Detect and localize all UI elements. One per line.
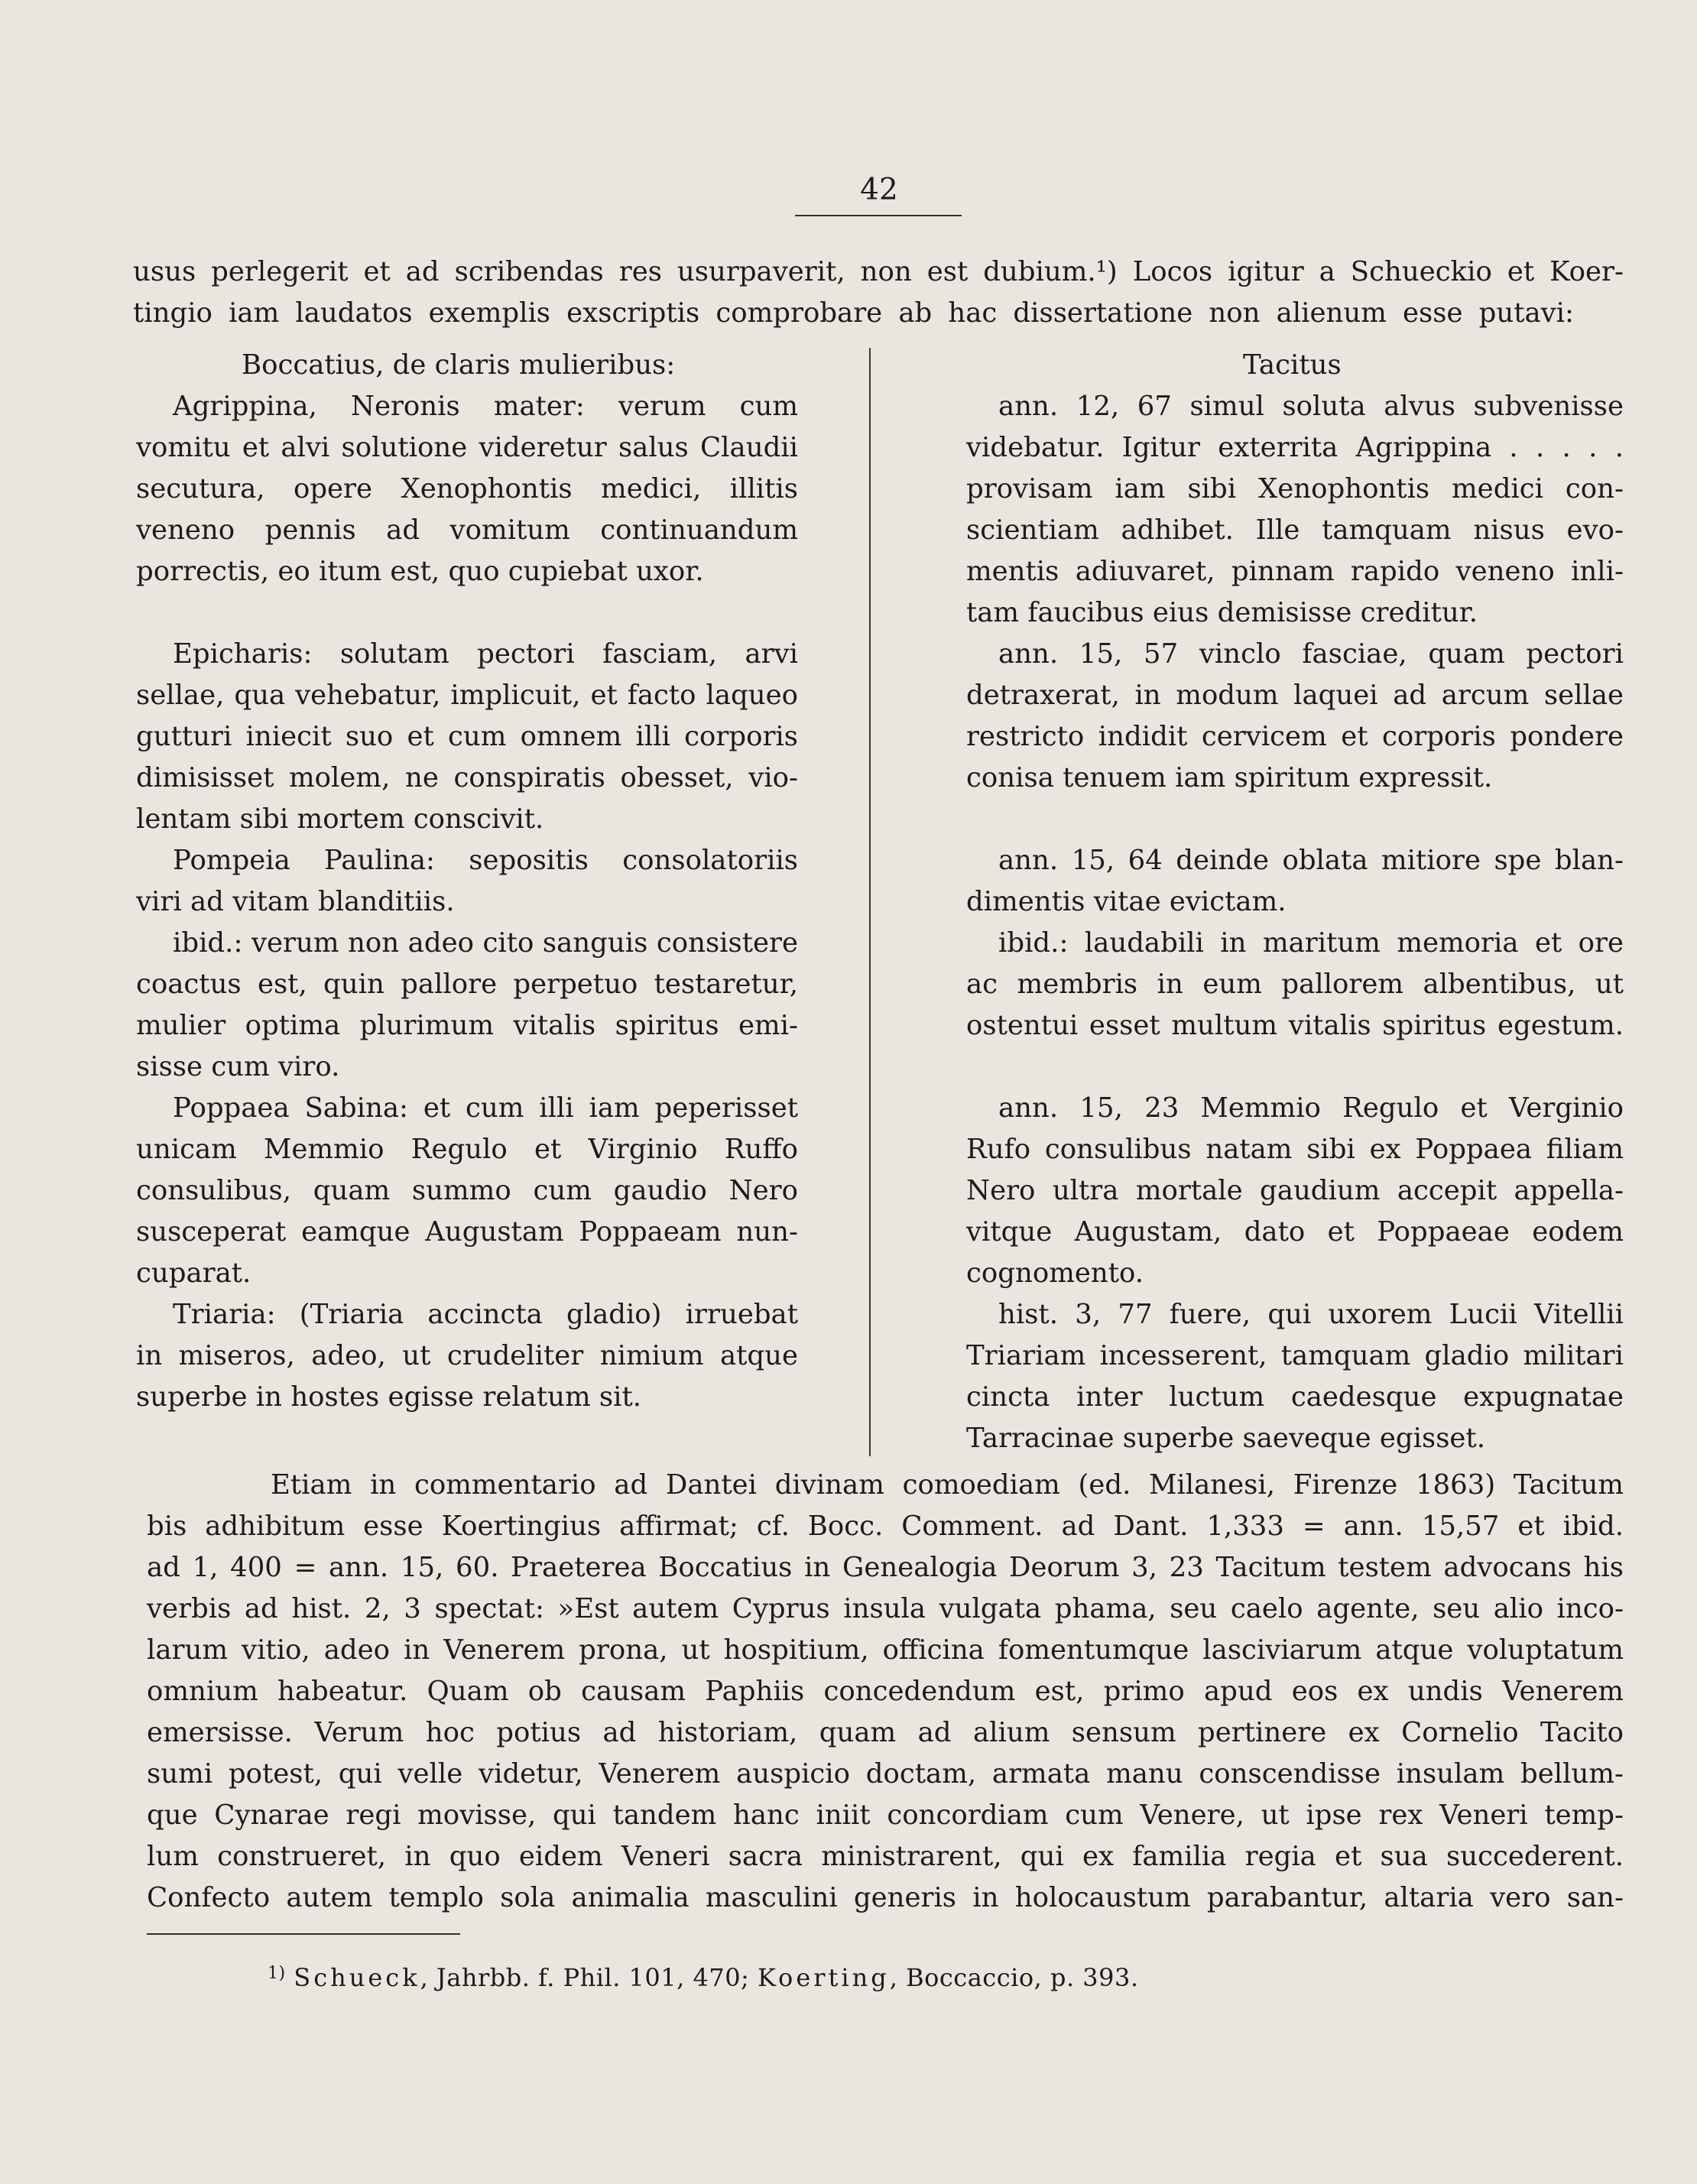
page-number: 42: [860, 173, 898, 207]
right-column-line-10: conisa tenuem iam spiritum expressit.: [966, 762, 1493, 793]
left-column-line-18: unicam Memmio Regulo et Virginio Ruffo: [136, 1134, 798, 1165]
left-column-line-1: Agrippina, Neronis mater: verum cum: [173, 391, 798, 422]
body-line-1: Etiam in commentario ad Dantei divinam comoediam (ed. Milanesi, Firenze 1863) Tacitum: [271, 1469, 1624, 1501]
left-column-line-8: gutturi iniecit suo et cum omnem illi corporis: [136, 721, 798, 752]
footnote: [268, 1963, 1139, 1992]
body-line-4: verbis ad hist. 2, 3 spectat: »Est autem Cyprus insula vulgata phama, seu caelo agente, seu alio inco-: [147, 1593, 1624, 1624]
left-column-line-24: superbe in hostes egisse relatum sit.: [136, 1381, 642, 1413]
left-column-line-19: consulibus, quam summo cum gaudio Nero: [136, 1175, 798, 1206]
right-column-heading: Tacitus: [1243, 349, 1342, 381]
body-line-5: larum vitio, adeo in Venerem prona, ut hospitium, officina fomentumque lasciviarum atque voluptatum: [147, 1634, 1624, 1666]
body-line-3: ad 1, 400 = ann. 15, 60. Praeterea Boccatius in Genealogia Deorum 3, 23 Tacitum testem advocans his: [147, 1552, 1624, 1583]
right-column-line-4: scientiam adhibet. Ille tamquam nisus evo-: [966, 514, 1624, 546]
body-line-6: omnium habeatur. Quam ob causam Paphiis concedendum est, primo apud eos ex undis Venerem: [147, 1676, 1624, 1707]
left-column-line-14: coactus est, quin pallore perpetuo testaretur,: [136, 969, 798, 1000]
body-line-2: bis adhibitum esse Koertingius affirmat; cf. Bocc. Comment. ad Dant. 1,333 = ann. 15,57 et ibid.: [147, 1511, 1624, 1542]
right-column-line-15: ostentui esset multum vitalis spiritus egestum.: [966, 1010, 1624, 1041]
left-column-line-10: lentam sibi mortem conscivit.: [136, 803, 544, 835]
right-column-line-3: provisam iam sibi Xenophontis medici con-: [966, 473, 1624, 505]
right-column-line-6: tam faucibus eius demisisse creditur.: [966, 597, 1478, 628]
left-column-line-4: veneno pennis ad vomitum continuandum: [136, 514, 798, 546]
left-column-line-13: ibid.: verum non adeo cito sanguis consistere: [173, 927, 798, 959]
left-column-line-21: cuparat.: [136, 1258, 251, 1289]
right-column-line-16: ann. 15, 23 Memmio Regulo et Verginio: [998, 1092, 1624, 1124]
footnote-ref-2: , Boccaccio, p. 393.: [889, 1963, 1139, 1992]
footnote-marker: 1): [268, 1964, 286, 1983]
left-column-line-12: viri ad vitam blanditiis.: [136, 886, 455, 917]
left-column-line-6: Epicharis: solutam pectori fasciam, arvi: [173, 638, 798, 670]
left-column-line-23: in miseros, adeo, ut crudeliter nimium atque: [136, 1340, 798, 1371]
body-line-8: sumi potest, qui velle videtur, Venerem auspicio doctam, armata manu conscendisse insulam bellum-: [147, 1758, 1624, 1790]
right-column-line-18: Nero ultra mortale gaudium accepit appella-: [966, 1175, 1624, 1206]
body-line-7: emersisse. Verum hoc potius ad historiam, quam ad alium sensum pertinere ex Cornelio Tacito: [147, 1717, 1624, 1748]
right-column-line-17: Rufo consulibus natam sibi ex Poppaea filiam: [966, 1134, 1624, 1165]
right-column-line-20: cognomento.: [966, 1258, 1144, 1289]
left-column-line-3: secutura, opere Xenophontis medici, illitis: [136, 473, 798, 505]
right-column-line-23: cincta inter luctum caedesque expugnatae: [966, 1381, 1624, 1413]
right-column-line-11: ann. 15, 64 deinde oblata mitiore spe blan-: [998, 845, 1624, 876]
right-column-line-7: ann. 15, 57 vinclo fasciae, quam pectori: [998, 638, 1624, 670]
footnote-ref-1: , Jahrbb. f. Phil. 101, 470;: [420, 1963, 750, 1992]
left-column-line-20: susceperat eamque Augustam Poppaeam nun-: [136, 1216, 798, 1248]
intro-line-2: tingio iam laudatos exemplis exscriptis comprobare ab hac dissertatione non alienum esse putavi:: [133, 297, 1574, 329]
right-column-line-1: ann. 12, 67 simul soluta alvus subvenisse: [998, 391, 1624, 422]
body-line-10: lum construeret, in quo eidem Veneri sacra ministrarent, qui ex familia regia et sua succederent.: [147, 1841, 1624, 1872]
right-column-line-22: Triariam incesserent, tamquam gladio militari: [966, 1340, 1624, 1371]
left-column-line-16: sisse cum viro.: [136, 1051, 340, 1082]
right-column-line-2: videbatur. Igitur exterrita Agrippina . . . . .: [966, 432, 1624, 463]
left-column-heading: Boccatius, de claris mulieribus:: [242, 349, 676, 381]
left-column-line-9: dimisisset molem, ne conspiratis obesset, vio-: [136, 762, 798, 793]
right-column-line-14: ac membris in eum pallorem albentibus, ut: [966, 969, 1624, 1000]
footnote-author-schueck: Schueck: [294, 1963, 420, 1992]
left-column-line-15: mulier optima plurimum vitalis spiritus emi-: [136, 1010, 798, 1041]
right-column-line-5: mentis adiuvaret, pinnam rapido veneno inli-: [966, 556, 1624, 587]
left-column-line-17: Poppaea Sabina: et cum illi iam peperisset: [173, 1092, 798, 1124]
right-column-line-24: Tarracinae superbe saeveque egisset.: [966, 1423, 1485, 1454]
left-column-line-22: Triaria: (Triaria accincta gladio) irruebat: [173, 1299, 798, 1330]
footnote-author-koerting: Koerting: [758, 1963, 890, 1992]
header-rule: [795, 215, 962, 216]
footnote-rule: [147, 1933, 460, 1935]
right-column-line-9: restricto indidit cervicem et corporis pondere: [966, 721, 1624, 752]
right-column-line-12: dimentis vitae evictam.: [966, 886, 1287, 917]
left-column-line-5: porrectis, eo itum est, quo cupiebat uxor.: [136, 556, 704, 587]
column-divider: [869, 348, 871, 1456]
right-column-line-8: detraxerat, in modum laquei ad arcum sellae: [966, 680, 1624, 711]
right-column-line-21: hist. 3, 77 fuere, qui uxorem Lucii Vitellii: [998, 1299, 1624, 1330]
body-line-9: que Cynarae regi movisse, qui tandem hanc iniit concordiam cum Venere, ut ipse rex Veneri temp-: [147, 1799, 1624, 1831]
right-column-line-19: vitque Augustam, dato et Poppaeae eodem: [966, 1216, 1624, 1248]
left-column-line-11: Pompeia Paulina: sepositis consolatoriis: [173, 845, 798, 876]
left-column-line-2: vomitu et alvi solutione videretur salus Claudii: [136, 432, 798, 463]
left-column-line-7: sellae, qua vehebatur, implicuit, et facto laqueo: [136, 680, 798, 711]
body-line-11: Confecto autem templo sola animalia masculini generis in holocaustum parabantur, altaria vero san-: [147, 1882, 1624, 1913]
right-column-line-13: ibid.: laudabili in maritum memoria et ore: [998, 927, 1624, 959]
intro-line-1: usus perlegerit et ad scribendas res usurpaverit, non est dubium.¹) Locos igitur a Schueckio et Koer-: [133, 256, 1624, 287]
